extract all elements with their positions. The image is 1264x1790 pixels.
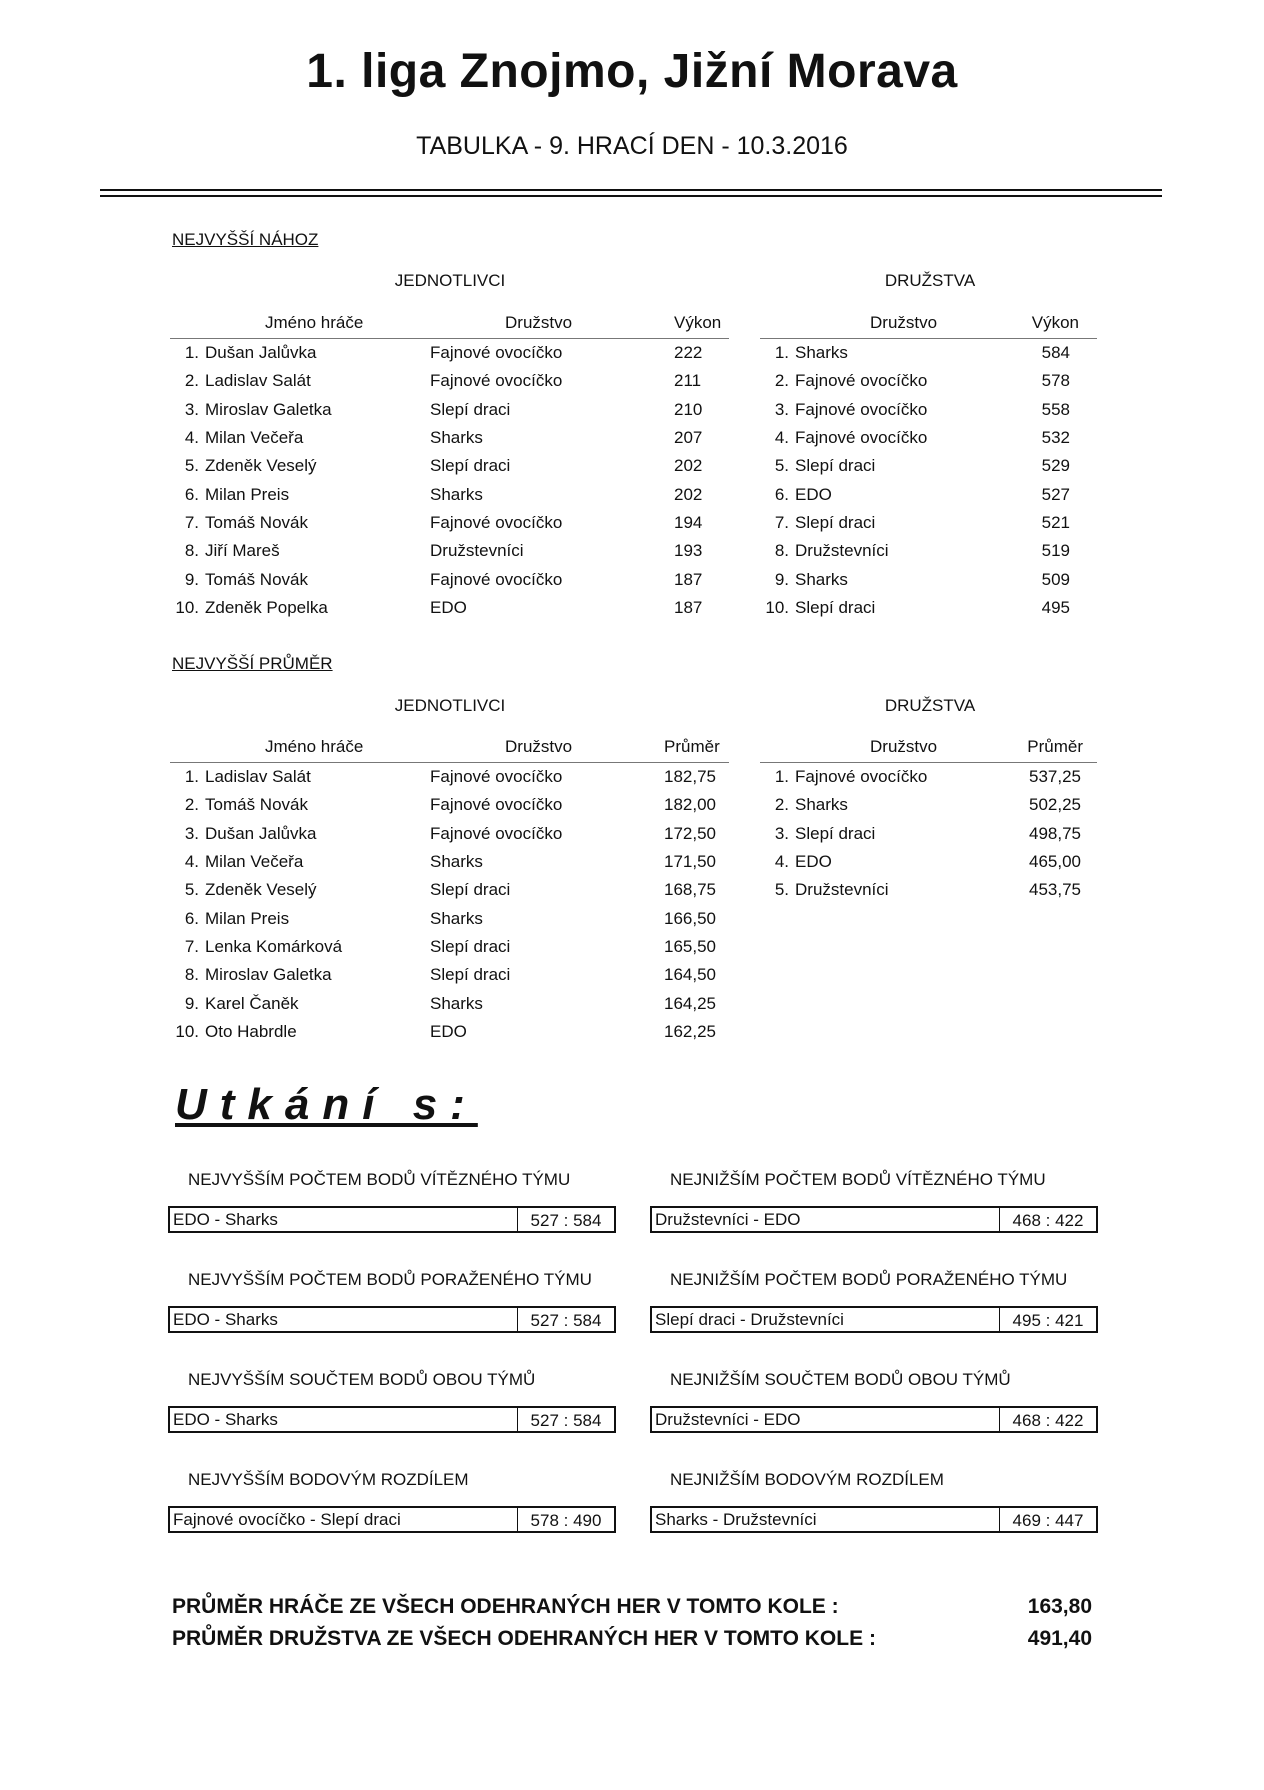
match-record-box <box>168 1506 616 1533</box>
team-cell: EDO <box>795 484 832 504</box>
rank-cell: 7. <box>774 512 789 532</box>
team-cell: Fajnové ovocíčko <box>430 569 563 589</box>
team-cell: Družstevníci <box>795 880 889 900</box>
player-average-value: 163,80 <box>1027 1595 1092 1618</box>
match-teams: EDO - Sharks <box>173 1310 278 1329</box>
header-divider-top <box>100 189 1162 191</box>
page-title: 1. liga Znojmo, Jižní Morava <box>306 45 958 98</box>
rank-cell: 8. <box>774 541 789 561</box>
value-cell: 578 <box>1041 371 1071 391</box>
rank-cell: 4. <box>184 852 199 872</box>
match-record-box <box>168 1406 616 1433</box>
match-label: NEJNIŽŠÍM SOUČTEM BODŮ OBOU TÝMŮ <box>670 1370 1011 1389</box>
value-cell: 495 <box>1041 597 1071 617</box>
team-cell: Slepí draci <box>795 823 876 843</box>
table-row <box>170 791 729 819</box>
player-name-cell: Zdeněk Popelka <box>205 597 328 617</box>
value-cell: 165,50 <box>664 936 716 956</box>
team-cell: Družstevníci <box>795 541 889 561</box>
player-name-cell: Lenka Komárková <box>205 936 343 956</box>
col-header-value: Výkon <box>1027 300 1097 339</box>
team-cell: Sharks <box>430 428 483 448</box>
table-row <box>170 876 729 904</box>
table-row <box>170 396 729 424</box>
value-cell: 509 <box>1041 569 1071 589</box>
rank-cell: 7. <box>184 512 199 532</box>
table-row <box>170 565 729 593</box>
rank-cell: 7. <box>184 936 199 956</box>
section-title-highest-average: NEJVYŠŠÍ PRŮMĚR <box>172 654 333 673</box>
value-cell: 558 <box>1041 399 1071 419</box>
team-average-label: PRŮMĚR DRUŽSTVA ZE VŠECH ODEHRANÝCH HER V TOMTO KOLE : <box>172 1627 876 1650</box>
team-cell: EDO <box>430 1021 467 1041</box>
value-cell: 210 <box>674 399 703 419</box>
table-row <box>760 791 1097 819</box>
table-row <box>170 339 729 368</box>
table-row <box>760 367 1097 395</box>
value-cell: 498,75 <box>1029 823 1082 843</box>
team-cell: Fajnové ovocíčko <box>795 399 928 419</box>
value-cell: 172,50 <box>664 823 716 843</box>
rank-cell: 1. <box>774 767 789 787</box>
match-label: NEJNIŽŠÍM POČTEM BODŮ VÍTĚZNÉHO TÝMU <box>670 1170 1046 1189</box>
player-name-cell: Miroslav Galetka <box>205 965 332 985</box>
table-row <box>760 763 1097 792</box>
rank-cell: 10. <box>175 597 199 617</box>
table-row <box>760 480 1097 508</box>
team-cell: Fajnové ovocíčko <box>430 371 563 391</box>
player-name-cell: Ladislav Salát <box>205 371 311 391</box>
rank-cell: 1. <box>184 767 199 787</box>
table-row <box>760 424 1097 452</box>
value-cell: 537,25 <box>1029 767 1082 787</box>
rank-cell: 1. <box>774 343 789 363</box>
value-cell: 164,25 <box>664 993 716 1013</box>
table-row <box>170 820 729 848</box>
col-header-team: Družstvo <box>760 300 1027 339</box>
value-cell: 168,75 <box>664 880 716 900</box>
rank-cell: 9. <box>184 569 199 589</box>
table-header-row <box>170 724 729 763</box>
table-row <box>170 367 729 395</box>
match-record-box <box>650 1206 1098 1233</box>
table-row <box>760 452 1097 480</box>
value-cell: 193 <box>674 541 703 561</box>
player-name-cell: Zdeněk Veselý <box>205 880 317 900</box>
team-cell: Slepí draci <box>795 512 876 532</box>
col-header-player-name: Jméno hráče <box>170 724 430 763</box>
table-row <box>170 763 729 792</box>
rank-cell: 3. <box>774 823 789 843</box>
highest-average-individuals-table <box>170 724 729 1046</box>
match-label: NEJNIŽŠÍM POČTEM BODŮ PORAŽENÉHO TÝMU <box>670 1270 1068 1289</box>
match-teams: Družstevníci - EDO <box>655 1210 801 1229</box>
rank-cell: 2. <box>774 371 789 391</box>
rank-cell: 8. <box>184 541 199 561</box>
value-cell: 187 <box>674 569 703 589</box>
match-score: 527 : 584 <box>517 1208 614 1231</box>
col-header-value: Průměr <box>664 724 729 763</box>
rank-cell: 5. <box>184 880 199 900</box>
col-header-value: Průměr <box>1017 724 1097 763</box>
value-cell: 194 <box>674 512 703 532</box>
table-row <box>170 480 729 508</box>
value-cell: 211 <box>674 371 702 391</box>
group-title-individuals: JEDNOTLIVCI <box>394 271 506 290</box>
team-cell: Fajnové ovocíčko <box>430 823 563 843</box>
player-name-cell: Milan Večeřa <box>205 852 304 872</box>
match-teams: Družstevníci - EDO <box>655 1410 801 1429</box>
value-cell: 502,25 <box>1029 795 1082 815</box>
value-cell: 453,75 <box>1029 880 1082 900</box>
table-row <box>170 848 729 876</box>
table-row <box>760 848 1097 876</box>
value-cell: 521 <box>1041 512 1071 532</box>
rank-cell: 3. <box>184 399 199 419</box>
team-cell: Sharks <box>795 569 848 589</box>
value-cell: 222 <box>674 343 703 363</box>
table-row <box>170 989 729 1017</box>
rank-cell: 9. <box>774 569 789 589</box>
highest-average-teams-table <box>760 724 1097 904</box>
table-header-row <box>760 724 1097 763</box>
value-cell: 202 <box>674 484 703 504</box>
team-cell: Fajnové ovocíčko <box>430 512 563 532</box>
header-divider-bottom <box>100 195 1162 197</box>
match-score: 578 : 490 <box>517 1508 614 1531</box>
table-row <box>170 904 729 932</box>
match-record-box <box>650 1306 1098 1333</box>
value-cell: 166,50 <box>664 908 716 928</box>
team-cell: Sharks <box>795 343 848 363</box>
match-record-box <box>168 1206 616 1233</box>
highest-throw-teams-table <box>760 300 1097 622</box>
matches-heading: Utkání s: <box>175 1080 478 1129</box>
rank-cell: 3. <box>184 823 199 843</box>
rank-cell: 4. <box>774 428 789 448</box>
rank-cell: 5. <box>774 880 789 900</box>
table-row <box>170 509 729 537</box>
team-cell: EDO <box>795 852 832 872</box>
match-score: 495 : 421 <box>999 1308 1096 1331</box>
table-row <box>760 565 1097 593</box>
team-cell: Slepí draci <box>795 597 876 617</box>
value-cell: 187 <box>674 597 703 617</box>
team-cell: Fajnové ovocíčko <box>795 767 928 787</box>
rank-cell: 3. <box>774 399 789 419</box>
table-row <box>170 1018 729 1046</box>
player-name-cell: Karel Čaněk <box>205 993 299 1013</box>
group-title-teams: DRUŽSTVA <box>884 696 976 715</box>
group-title-individuals: JEDNOTLIVCI <box>394 696 506 715</box>
rank-cell: 4. <box>774 852 789 872</box>
team-cell: Slepí draci <box>430 936 511 956</box>
team-cell: EDO <box>430 597 467 617</box>
player-name-cell: Tomáš Novák <box>205 569 308 589</box>
team-cell: Sharks <box>430 993 483 1013</box>
value-cell: 532 <box>1041 428 1071 448</box>
col-header-team: Družstvo <box>430 300 674 339</box>
table-row <box>760 537 1097 565</box>
group-title-teams: DRUŽSTVA <box>884 271 976 290</box>
match-label: NEJVYŠŠÍM BODOVÝM ROZDÍLEM <box>188 1470 469 1489</box>
match-label: NEJVYŠŠÍM SOUČTEM BODŮ OBOU TÝMŮ <box>188 1370 536 1389</box>
match-record-box <box>168 1306 616 1333</box>
rank-cell: 2. <box>184 795 199 815</box>
value-cell: 465,00 <box>1029 852 1082 872</box>
highest-throw-individuals-table <box>170 300 729 622</box>
value-cell: 519 <box>1041 541 1071 561</box>
player-name-cell: Dušan Jalůvka <box>205 823 317 843</box>
team-cell: Slepí draci <box>430 880 511 900</box>
value-cell: 202 <box>674 456 703 476</box>
table-row <box>170 452 729 480</box>
table-row <box>170 537 729 565</box>
table-row <box>170 961 729 989</box>
rank-cell: 10. <box>765 597 789 617</box>
player-name-cell: Jiří Mareš <box>205 541 280 561</box>
table-row <box>760 594 1097 622</box>
match-teams: EDO - Sharks <box>173 1410 278 1429</box>
match-score: 468 : 422 <box>999 1408 1096 1431</box>
match-score: 468 : 422 <box>999 1208 1096 1231</box>
team-cell: Družstevníci <box>430 541 524 561</box>
team-cell: Sharks <box>430 908 483 928</box>
table-row <box>170 424 729 452</box>
match-label: NEJNIŽŠÍM BODOVÝM ROZDÍLEM <box>670 1470 944 1489</box>
team-cell: Sharks <box>430 484 483 504</box>
match-teams: Slepí draci - Družstevníci <box>655 1310 844 1329</box>
player-name-cell: Milan Preis <box>205 908 290 928</box>
team-cell: Slepí draci <box>430 399 511 419</box>
section-title-highest-throw: NEJVYŠŠÍ NÁHOZ <box>172 230 319 249</box>
match-score: 527 : 584 <box>517 1308 614 1331</box>
value-cell: 527 <box>1041 484 1071 504</box>
team-cell: Sharks <box>430 852 483 872</box>
team-cell: Fajnové ovocíčko <box>430 343 563 363</box>
rank-cell: 5. <box>774 456 789 476</box>
match-record-box <box>650 1406 1098 1433</box>
rank-cell: 5. <box>184 456 199 476</box>
value-cell: 584 <box>1041 343 1071 363</box>
rank-cell: 4. <box>184 428 199 448</box>
table-row <box>760 509 1097 537</box>
rank-cell: 6. <box>184 908 199 928</box>
team-cell: Sharks <box>795 795 848 815</box>
team-cell: Slepí draci <box>795 456 876 476</box>
value-cell: 529 <box>1041 456 1071 476</box>
player-name-cell: Tomáš Novák <box>205 512 308 532</box>
team-cell: Fajnové ovocíčko <box>430 767 563 787</box>
match-teams: Fajnové ovocíčko - Slepí draci <box>173 1510 401 1529</box>
table-row <box>760 396 1097 424</box>
team-cell: Slepí draci <box>430 965 511 985</box>
table-row <box>170 594 729 622</box>
table-row <box>170 933 729 961</box>
player-name-cell: Dušan Jalůvka <box>205 343 317 363</box>
rank-cell: 2. <box>184 371 199 391</box>
player-name-cell: Miroslav Galetka <box>205 399 332 419</box>
rank-cell: 10. <box>175 1021 199 1041</box>
match-teams: Sharks - Družstevníci <box>655 1510 817 1529</box>
player-average-label: PRŮMĚR HRÁČE ZE VŠECH ODEHRANÝCH HER V TOMTO KOLE : <box>172 1595 839 1618</box>
player-name-cell: Milan Večeřa <box>205 428 304 448</box>
match-label: NEJVYŠŠÍM POČTEM BODŮ VÍTĚZNÉHO TÝMU <box>188 1170 571 1189</box>
value-cell: 171,50 <box>664 852 716 872</box>
player-name-cell: Zdeněk Veselý <box>205 456 317 476</box>
team-cell: Fajnové ovocíčko <box>795 371 928 391</box>
rank-cell: 6. <box>184 484 199 504</box>
value-cell: 182,00 <box>664 795 716 815</box>
col-header-player-name: Jméno hráče <box>170 300 430 339</box>
match-score: 469 : 447 <box>999 1508 1096 1531</box>
rank-cell: 8. <box>184 965 199 985</box>
team-cell: Slepí draci <box>430 456 511 476</box>
team-average-value: 491,40 <box>1027 1627 1092 1650</box>
table-row <box>760 820 1097 848</box>
page-subtitle: TABULKA - 9. HRACÍ DEN - 10.3.2016 <box>416 132 848 160</box>
rank-cell: 2. <box>774 795 789 815</box>
value-cell: 164,50 <box>664 965 716 985</box>
match-label: NEJVYŠŠÍM POČTEM BODŮ PORAŽENÉHO TÝMU <box>188 1270 592 1289</box>
table-row <box>760 876 1097 904</box>
team-cell: Fajnové ovocíčko <box>430 795 563 815</box>
value-cell: 162,25 <box>664 1021 716 1041</box>
table-header-row <box>170 300 729 339</box>
value-cell: 182,75 <box>664 767 716 787</box>
rank-cell: 1. <box>184 343 199 363</box>
player-name-cell: Oto Habrdle <box>205 1021 297 1041</box>
col-header-value: Výkon <box>674 300 729 339</box>
player-name-cell: Tomáš Novák <box>205 795 308 815</box>
table-row <box>760 339 1097 368</box>
match-score: 527 : 584 <box>517 1408 614 1431</box>
rank-cell: 9. <box>184 993 199 1013</box>
col-header-team: Družstvo <box>430 724 664 763</box>
col-header-team: Družstvo <box>760 724 1017 763</box>
table-header-row <box>760 300 1097 339</box>
match-teams: EDO - Sharks <box>173 1210 278 1229</box>
player-name-cell: Ladislav Salát <box>205 767 311 787</box>
value-cell: 207 <box>674 428 703 448</box>
player-name-cell: Milan Preis <box>205 484 290 504</box>
team-cell: Fajnové ovocíčko <box>795 428 928 448</box>
match-record-box <box>650 1506 1098 1533</box>
rank-cell: 6. <box>774 484 789 504</box>
